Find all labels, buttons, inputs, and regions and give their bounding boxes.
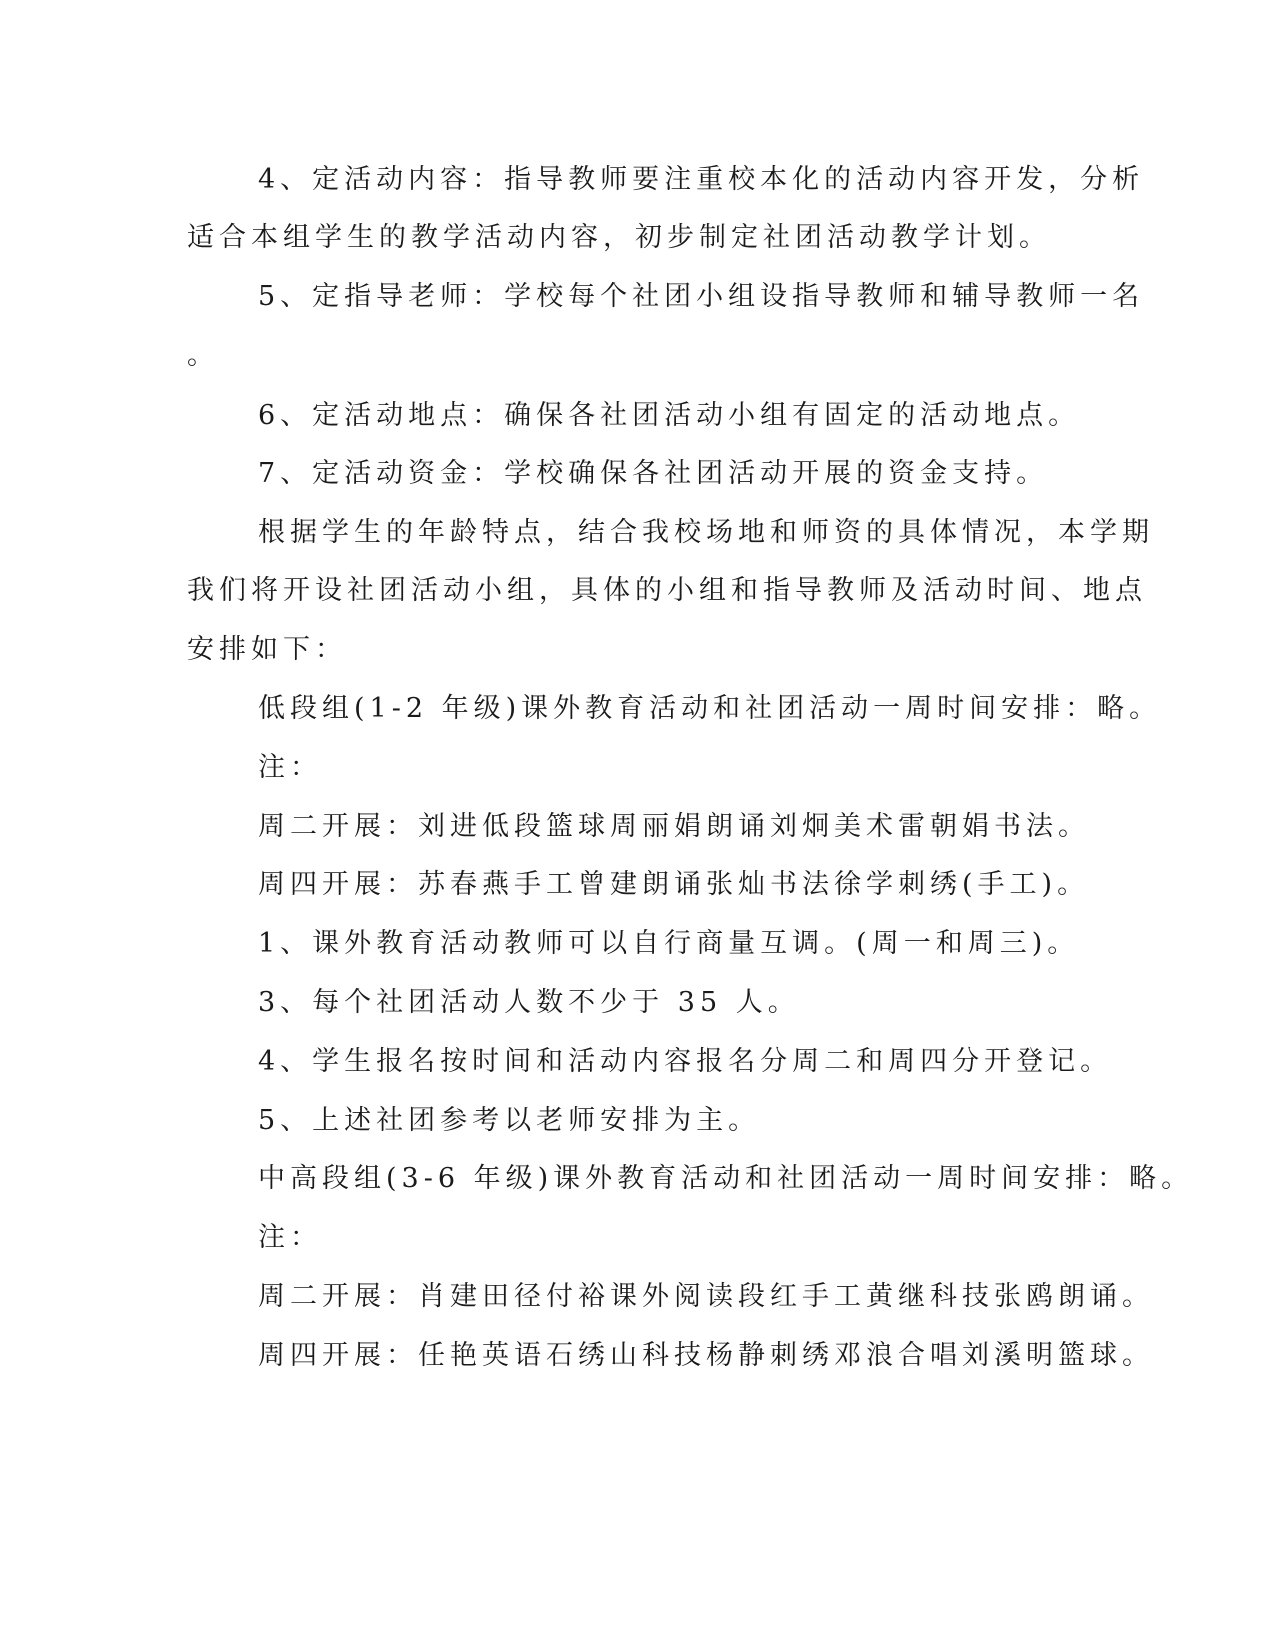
- paragraph-line: 周四开展：任艳英语石绣山科技杨静刺绣邓浪合唱刘溪明篮球。: [258, 1340, 1154, 1371]
- paragraph-line: 适合本组学生的教学活动内容，初步制定社团活动教学计划。: [187, 222, 1051, 253]
- paragraph-line: 3、每个社团活动人数不少于 35 人。: [258, 987, 800, 1018]
- paragraph-line: 。: [187, 340, 219, 371]
- paragraph-line: 注：: [258, 752, 322, 783]
- paragraph-line: 低段组(1-2 年级)课外教育活动和社团活动一周时间安排：略。: [258, 693, 1162, 724]
- paragraph-line: 中高段组(3-6 年级)课外教育活动和社团活动一周时间安排：略。: [258, 1163, 1194, 1194]
- paragraph-line: 周二开展：刘进低段篮球周丽娟朗诵刘炯美术雷朝娟书法。: [258, 811, 1090, 842]
- paragraph-line: 1、课外教育活动教师可以自行商量互调。(周一和周三)。: [258, 928, 1080, 959]
- paragraph-line: 4、定活动内容：指导教师要注重校本化的活动内容开发，分析: [258, 164, 1145, 195]
- paragraph-line: 4、学生报名按时间和活动内容报名分周二和周四分开登记。: [258, 1046, 1113, 1077]
- paragraph-line: 我们将开设社团活动小组，具体的小组和指导教师及活动时间、地点: [187, 575, 1147, 606]
- paragraph-line: 周四开展：苏春燕手工曾建朗诵张灿书法徐学刺绣(手工)。: [258, 869, 1090, 900]
- paragraph-line: 根据学生的年龄特点，结合我校场地和师资的具体情况，本学期: [258, 517, 1154, 548]
- paragraph-line: 6、定活动地点：确保各社团活动小组有固定的活动地点。: [258, 400, 1081, 431]
- paragraph-line: 注：: [258, 1222, 322, 1253]
- paragraph-line: 周二开展：肖建田径付裕课外阅读段红手工黄继科技张鸥朗诵。: [258, 1281, 1154, 1312]
- paragraph-line: 5、定指导老师：学校每个社团小组设指导教师和辅导教师一名: [258, 281, 1145, 312]
- paragraph-line: 5、上述社团参考以老师安排为主。: [258, 1105, 761, 1136]
- paragraph-line: 7、定活动资金：学校确保各社团活动开展的资金支持。: [258, 458, 1049, 489]
- paragraph-line: 安排如下：: [187, 634, 347, 665]
